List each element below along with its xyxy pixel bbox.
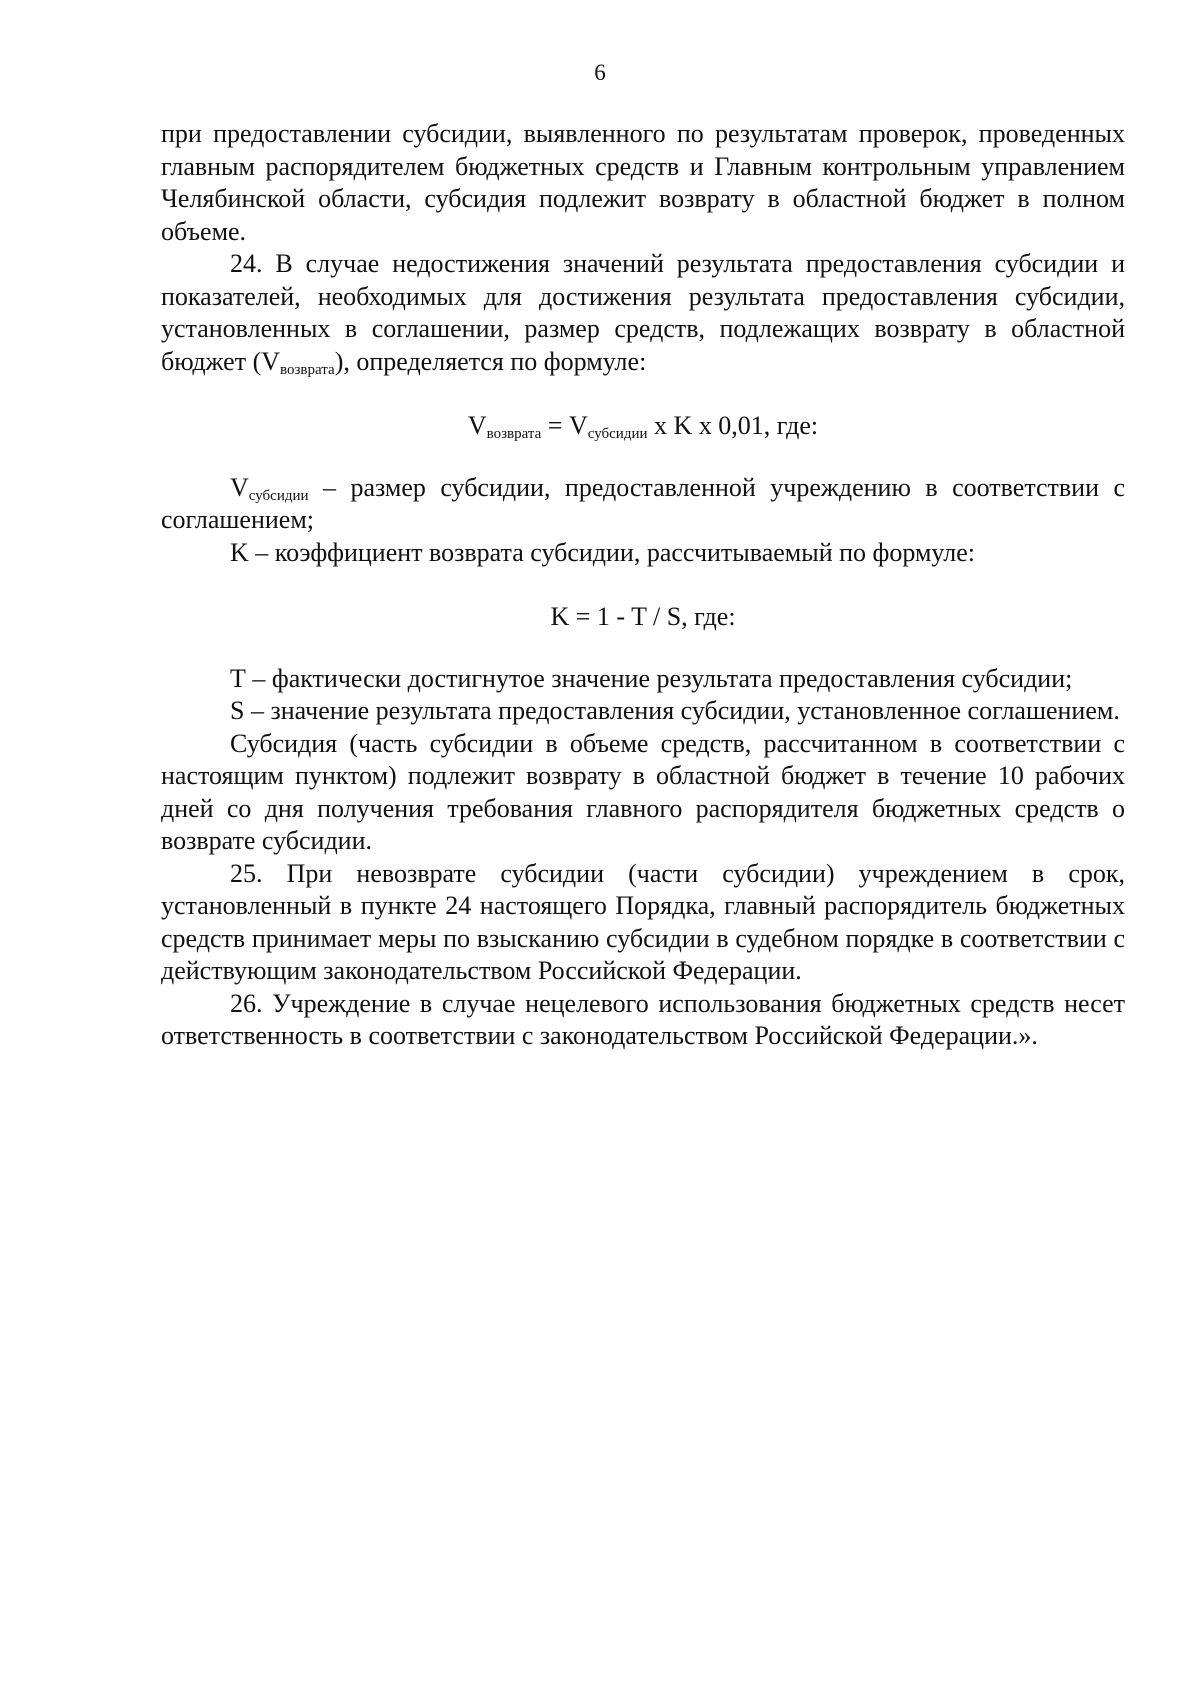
definition-v-text: – размер субсидии, предоставленной учреждению в соответствии с соглашением; <box>161 472 1125 534</box>
definition-t: Т – фактически достигнутое значение результата предоставления субсидии; <box>230 663 1073 693</box>
definition-v-symbol: V <box>230 472 249 502</box>
definition-v-subscript: субсидии <box>248 487 309 504</box>
formula-equals-v-subsidy: = V <box>541 411 588 440</box>
k-formula: K = 1 - T / S, где: <box>550 602 736 631</box>
paragraph-24-text-before-subscript: 24. В случае недостижения значений результата предоставления субсидии и показателей, необходимых для достижения результата предоставления субсидии, установленных в соглашении, размер средств, подлежащих возврату в областной бюджет (V <box>161 249 1125 376</box>
paragraph-24 <box>161 248 1125 378</box>
definition-v-subsidy <box>161 472 1125 537</box>
paragraph-25: 25. При невозврате субсидии (части субсидии) учреждением в срок, установленный в пункте 24 настоящего Порядка, главный распорядитель бюджетных средств принимает меры по взысканию субсидии в судебном порядке в соответствии с действующим законодательством Российской Федерации. <box>161 858 1125 985</box>
page-number: 6 <box>594 60 606 85</box>
document-body <box>161 118 1125 1053</box>
paragraph-24-subscript: возврата <box>280 361 335 378</box>
paragraph-26: 26. Учреждение в случае нецелевого использования бюджетных средств несет ответственность в соответствии с законодательством Российской Федерации.». <box>161 988 1125 1050</box>
formula-return-subscript: возврата <box>486 426 542 442</box>
definition-s: S – значение результата предоставления субсидии, установленное соглашением. <box>230 696 1120 725</box>
paragraph-24-text-after-subscript: ), определяется по формуле: <box>334 346 647 376</box>
paragraph-return-term: Субсидия (часть субсидии в объеме средств, рассчитанном в соответствии с настоящим пунктом) подлежит возврату в областной бюджет в течение 10 рабочих дней со дня получения требования главного распорядителя бюджетных средств о возврате субсидии. <box>161 728 1125 855</box>
return-formula <box>161 410 1125 443</box>
paragraph-continuation: при предоставлении субсидии, выявленного по результатам проверок, проведенных главным распорядителем бюджетных средств и Главным контрольным управлением Челябинской области, субсидия подлежит возврату в областной бюджет в полном объеме. <box>161 119 1125 246</box>
formula-coefficient-part: x K x 0,01, где: <box>647 411 819 440</box>
definition-k: K – коэффициент возврата субсидии, рассчитываемый по формуле: <box>230 537 976 567</box>
formula-v-return: V <box>467 411 487 440</box>
formula-subsidy-subscript: субсидии <box>587 426 648 442</box>
